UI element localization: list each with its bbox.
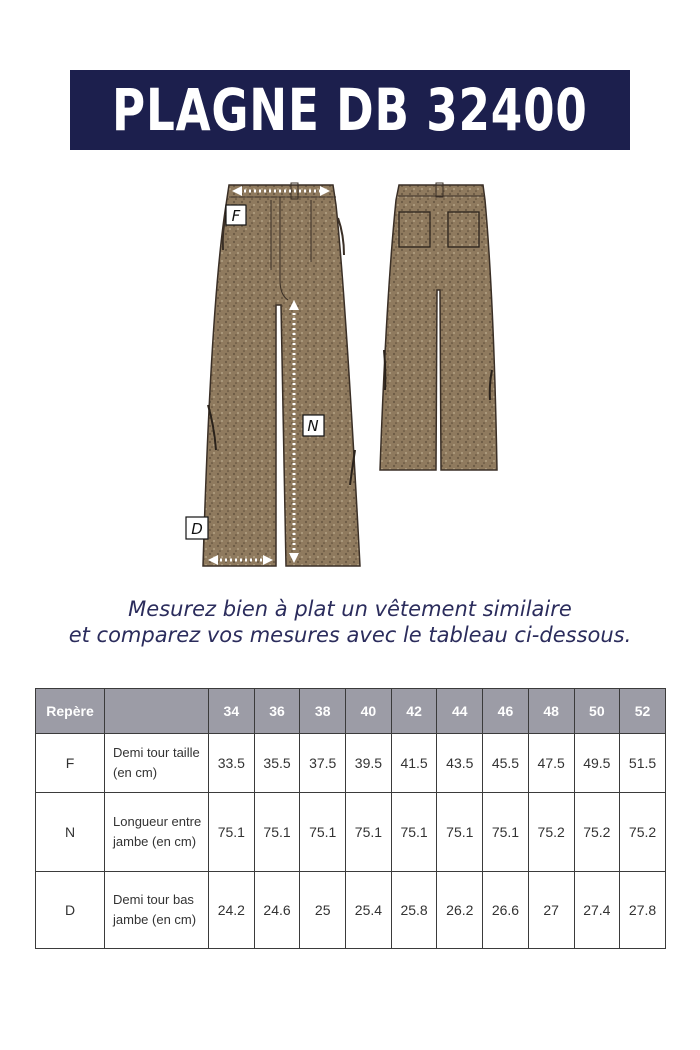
row-description: Longueur entre jambe (en cm) [105,793,209,872]
header-size: 42 [391,689,437,734]
pants-diagram [0,170,700,580]
table-cell: 75.2 [528,793,574,872]
table-cell: 45.5 [483,734,529,793]
table-cell: 75.1 [391,793,437,872]
size-chart-table [35,688,666,949]
pants-front-view [203,183,360,566]
header-size: 34 [209,689,255,734]
svg-text:N: N [307,417,319,435]
table-cell: 24.6 [254,872,300,949]
table-cell: 35.5 [254,734,300,793]
row-marker: N [36,793,105,872]
svg-text:D: D [191,520,203,538]
header-size: 44 [437,689,483,734]
marker-d-label [186,517,208,539]
row-marker: F [36,734,105,793]
header-size: 50 [574,689,620,734]
table-cell: 41.5 [391,734,437,793]
table-cell: 75.1 [346,793,392,872]
table-cell: 33.5 [209,734,255,793]
table-cell: 75.1 [300,793,346,872]
table-cell: 75.2 [574,793,620,872]
header-size: 52 [620,689,666,734]
table-cell: 25.4 [346,872,392,949]
svg-text:F: F [231,207,241,225]
title-banner [70,70,630,150]
table-cell: 37.5 [300,734,346,793]
table-cell: 25 [300,872,346,949]
table-cell: 26.2 [437,872,483,949]
table-cell: 75.1 [483,793,529,872]
row-description: Demi tour bas jambe (en cm) [105,872,209,949]
table-cell: 75.2 [620,793,666,872]
header-size: 48 [528,689,574,734]
table-cell: 43.5 [437,734,483,793]
row-description: Demi tour taille (en cm) [105,734,209,793]
header-description [105,689,209,734]
table-cell: 27.8 [620,872,666,949]
instructions-line-2: et comparez vos mesures avec le tableau ci-dessous. [68,623,632,647]
table-cell: 27.4 [574,872,620,949]
table-cell: 75.1 [209,793,255,872]
header-size: 38 [300,689,346,734]
header-size: 46 [483,689,529,734]
table-cell: 24.2 [209,872,255,949]
header-size: 36 [254,689,300,734]
pants-back-view [380,183,497,470]
table-row-hem [36,872,666,949]
table-cell: 26.6 [483,872,529,949]
header-size: 40 [346,689,392,734]
table-cell: 27 [528,872,574,949]
marker-n-label [303,415,324,436]
marker-f-label [226,205,246,225]
product-title: PLAGNE DB 32400 [112,76,588,144]
table-cell: 49.5 [574,734,620,793]
table-row-inseam [36,793,666,872]
table-cell: 39.5 [346,734,392,793]
table-header-row [36,689,666,734]
table-cell: 47.5 [528,734,574,793]
table-cell: 75.1 [254,793,300,872]
header-marker: Repère [36,689,105,734]
table-cell: 51.5 [620,734,666,793]
table-cell: 75.1 [437,793,483,872]
instructions-line-1: Mesurez bien à plat un vêtement similaire [128,597,572,621]
table-cell: 25.8 [391,872,437,949]
row-marker: D [36,872,105,949]
table-row-waist [36,734,666,793]
measurement-instructions [0,596,700,648]
